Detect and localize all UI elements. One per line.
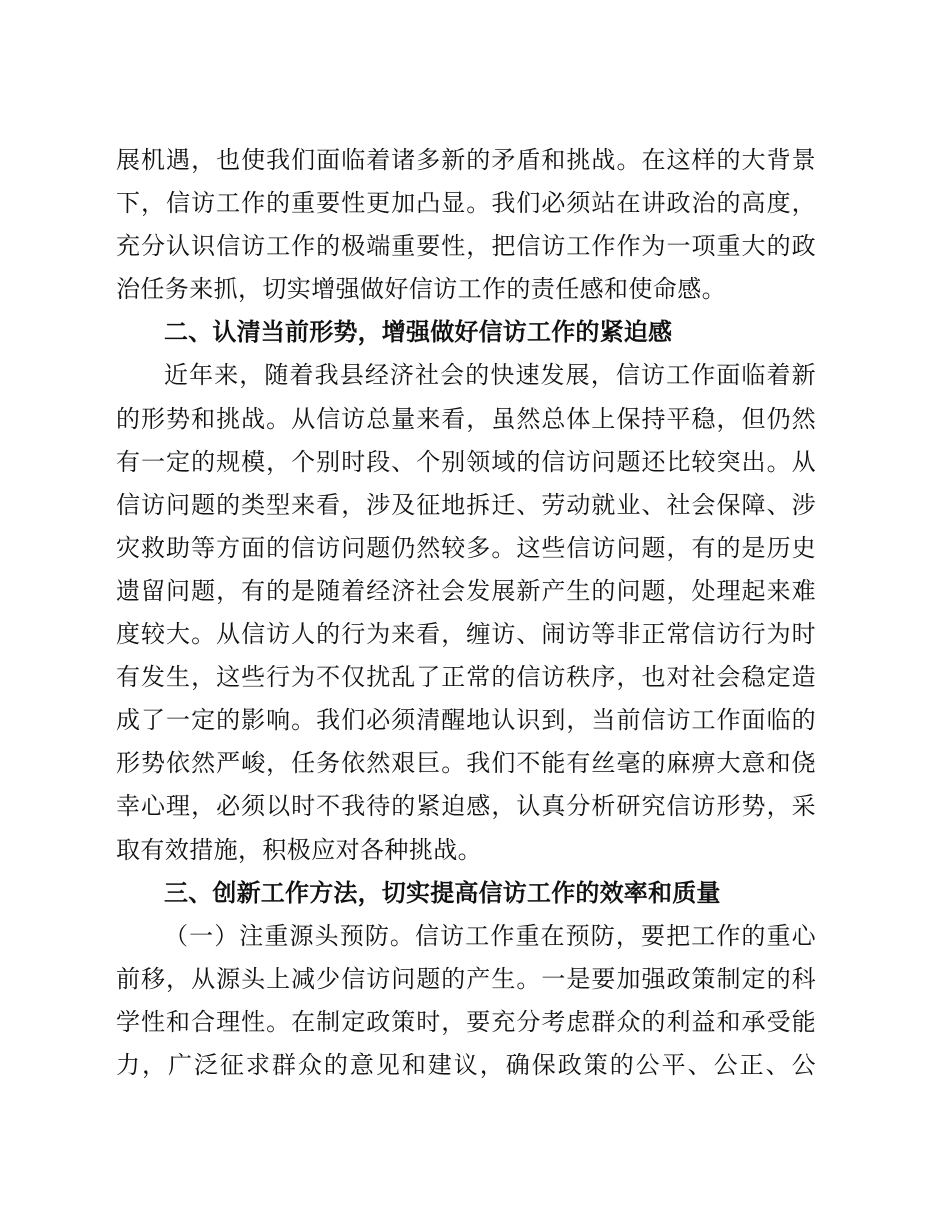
section-heading-3: 三、创新工作方法，切实提高信访工作的效率和质量 xyxy=(164,878,721,907)
body-text-line: 信访问题的类型来看，涉及征地拆迁、劳动就业、社会保障、涉 xyxy=(116,490,816,519)
body-text-line: 展机遇，也使我们面临着诸多新的矛盾和挑战。在这样的大背景 xyxy=(116,146,816,174)
body-text-line: 幸心理，必须以时不我待的紧迫感，认真分析研究信访形势，采 xyxy=(116,792,816,821)
body-text-line: 有发生，这些行为不仅扰乱了正常的信访秩序，也对社会稳定造 xyxy=(116,663,816,692)
body-text-line: 的形势和挑战。从信访总量来看，虽然总体上保持平稳，但仍然 xyxy=(116,404,816,433)
document-body xyxy=(116,139,816,1087)
body-text-line: 遗留问题，有的是随着经济社会发展新产生的问题，处理起来难 xyxy=(116,576,816,605)
body-text-line: 前移，从源头上减少信访问题的产生。一是要加强政策制定的科 xyxy=(116,964,816,993)
body-text-line: 度较大。从信访人的行为来看，缠访、闹访等非正常信访行为时 xyxy=(116,620,816,649)
body-text-line: 形势依然严峻，任务依然艰巨。我们不能有丝毫的麻痹大意和侥 xyxy=(116,749,816,778)
body-text-line: 下，信访工作的重要性更加凸显。我们必须站在讲政治的高度， xyxy=(116,189,816,218)
paragraph-first-line: 近年来，随着我县经济社会的快速发展，信访工作面临着新 xyxy=(164,361,816,390)
body-text-line: 灾救助等方面的信访问题仍然较多。这些信访问题，有的是历史 xyxy=(116,533,816,562)
paragraph-first-line: （一）注重源头预防。信访工作重在预防，要把工作的重心 xyxy=(164,921,816,950)
body-text-line: 取有效措施，积极应对各种挑战。 xyxy=(116,835,482,864)
body-text-line: 治任务来抓，切实增强做好信访工作的责任感和使命感。 xyxy=(116,275,726,304)
section-heading-2: 二、认清当前形势，增强做好信访工作的紧迫感 xyxy=(164,318,673,347)
body-text-line: 学性和合理性。在制定政策时，要充分考虑群众的利益和承受能 xyxy=(116,1007,816,1036)
body-text-line: 成了一定的影响。我们必须清醒地认识到，当前信访工作面临的 xyxy=(116,706,816,735)
body-text-line: 充分认识信访工作的极端重要性，把信访工作作为一项重大的政 xyxy=(116,232,816,261)
body-text-line: 有一定的规模，个别时段、个别领域的信访问题还比较突出。从 xyxy=(116,447,816,476)
body-text-line: 力，广泛征求群众的意见和建议，确保政策的公平、公正、公 xyxy=(116,1050,816,1079)
